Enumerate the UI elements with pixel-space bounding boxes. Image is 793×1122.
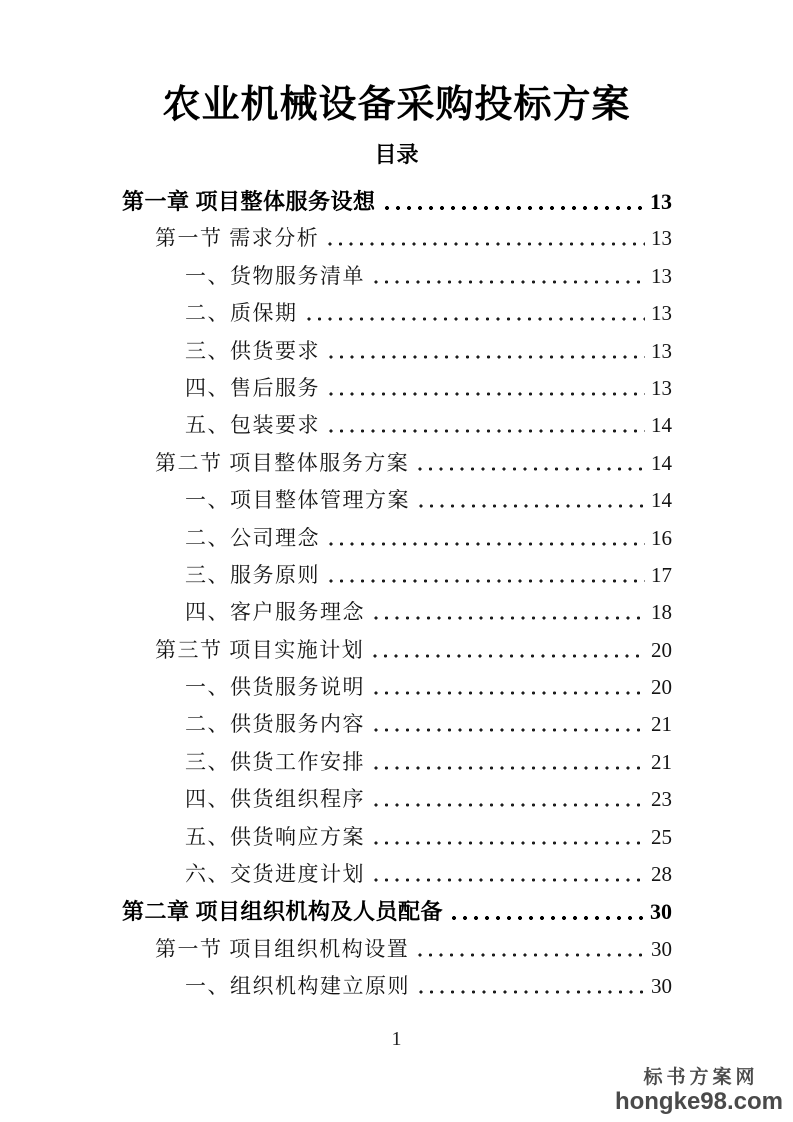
toc-entry[interactable] [122, 671, 672, 708]
toc-entry-page: 14 [651, 488, 672, 513]
toc-dot-leader [373, 877, 645, 883]
toc-dot-leader [373, 802, 645, 808]
watermark-site-name: 标书方案网 [643, 1066, 759, 1088]
watermark-site-url: hongke98.com [614, 1087, 783, 1115]
toc-entry[interactable] [122, 522, 672, 559]
toc-dot-leader [373, 690, 645, 696]
toc-entry-label: 二、供货服务内容 [185, 712, 365, 737]
toc-entry-label: 二、质保期 [185, 301, 298, 326]
document-title: 农业机械设备采购投标方案 [162, 84, 631, 126]
toc-entry-page: 13 [651, 263, 672, 288]
toc-entry-page: 30 [651, 936, 672, 961]
toc-entry-label: 三、服务原则 [185, 562, 320, 587]
toc-entry-label: 二、公司理念 [185, 525, 320, 550]
toc-entry[interactable] [122, 933, 672, 970]
toc-entry-label: 第一章 项目整体服务设想 [122, 188, 376, 214]
toc-entry-label: 第三节 项目实施计划 [155, 637, 365, 662]
toc-entry-page: 18 [651, 600, 672, 625]
toc-entry-page: 13 [651, 375, 672, 400]
toc-entry-page: 16 [651, 525, 672, 550]
toc-entry-label: 第一节 需求分析 [155, 226, 320, 251]
toc-dot-leader [418, 503, 645, 509]
toc-entry-label: 四、供货组织程序 [185, 787, 365, 812]
toc-entry[interactable] [122, 260, 672, 297]
toc-heading: 目录 [374, 141, 419, 167]
toc-entry-label: 三、供货要求 [185, 338, 320, 363]
watermark [615, 1068, 783, 1114]
toc-entry-page: 20 [651, 675, 672, 700]
toc-dot-leader [372, 653, 645, 659]
toc-entry[interactable] [122, 746, 672, 783]
toc-dot-leader [373, 615, 645, 621]
page-number: 1 [391, 1028, 402, 1050]
toc-dot-leader [373, 840, 645, 846]
toc-dot-leader [328, 541, 645, 547]
toc-entry-label: 四、客户服务理念 [185, 600, 365, 625]
toc-entry[interactable] [122, 596, 672, 633]
toc-entry-label: 一、供货服务说明 [185, 675, 365, 700]
toc-entry-page: 17 [651, 562, 672, 587]
toc-entry[interactable] [122, 895, 672, 932]
toc-entry-page: 13 [651, 338, 672, 363]
toc-dot-leader [373, 727, 645, 733]
toc-entry-page: 30 [650, 899, 672, 925]
toc-entry-label: 第二章 项目组织机构及人员配备 [122, 899, 444, 925]
toc-dot-leader [328, 428, 645, 434]
table-of-contents [0, 185, 793, 1008]
toc-dot-leader [306, 316, 646, 322]
toc-entry-page: 13 [650, 188, 672, 214]
toc-entry-page: 21 [651, 749, 672, 774]
toc-entry[interactable] [122, 297, 672, 334]
toc-entry[interactable] [122, 409, 672, 446]
toc-entry[interactable] [122, 634, 672, 671]
toc-entry-label: 第一节 项目组织机构设置 [155, 936, 410, 961]
toc-dot-leader [327, 241, 645, 247]
toc-entry[interactable] [122, 783, 672, 820]
toc-entry[interactable] [122, 970, 672, 1007]
toc-dot-leader [384, 205, 644, 211]
toc-entry[interactable] [122, 447, 672, 484]
toc-entry-label: 一、项目整体管理方案 [185, 488, 410, 513]
toc-entry[interactable] [122, 372, 672, 409]
toc-entry-page: 14 [651, 413, 672, 438]
toc-entry[interactable] [122, 559, 672, 596]
toc-dot-leader [328, 354, 645, 360]
toc-entry-label: 四、售后服务 [185, 375, 320, 400]
toc-entry-page: 25 [651, 824, 672, 849]
toc-dot-leader [417, 952, 645, 958]
toc-entry-label: 三、供货工作安排 [185, 749, 365, 774]
toc-dot-leader [328, 391, 645, 397]
toc-dot-leader [417, 466, 645, 472]
toc-entry[interactable] [122, 858, 672, 895]
toc-entry[interactable] [122, 335, 672, 372]
toc-entry-page: 14 [651, 450, 672, 475]
toc-dot-leader [451, 915, 644, 921]
toc-entry-page: 13 [651, 301, 672, 326]
toc-entry-page: 23 [651, 787, 672, 812]
toc-entry[interactable] [122, 185, 672, 222]
toc-entry-label: 一、组织机构建立原则 [185, 974, 410, 999]
toc-dot-leader [328, 578, 645, 584]
toc-dot-leader [418, 989, 645, 995]
toc-entry-label: 一、货物服务清单 [185, 263, 365, 288]
toc-entry[interactable] [122, 484, 672, 521]
toc-entry[interactable] [122, 821, 672, 858]
toc-entry[interactable] [122, 708, 672, 745]
toc-entry[interactable] [122, 222, 672, 259]
toc-entry-label: 六、交货进度计划 [185, 862, 365, 887]
toc-entry-page: 13 [651, 226, 672, 251]
toc-entry-label: 五、包装要求 [185, 413, 320, 438]
toc-entry-label: 五、供货响应方案 [185, 824, 365, 849]
toc-entry-page: 30 [651, 974, 672, 999]
toc-entry-page: 21 [651, 712, 672, 737]
toc-entry-label: 第二节 项目整体服务方案 [155, 450, 410, 475]
toc-entry-page: 28 [651, 862, 672, 887]
toc-dot-leader [373, 765, 645, 771]
toc-dot-leader [373, 279, 645, 285]
toc-entry-page: 20 [651, 637, 672, 662]
